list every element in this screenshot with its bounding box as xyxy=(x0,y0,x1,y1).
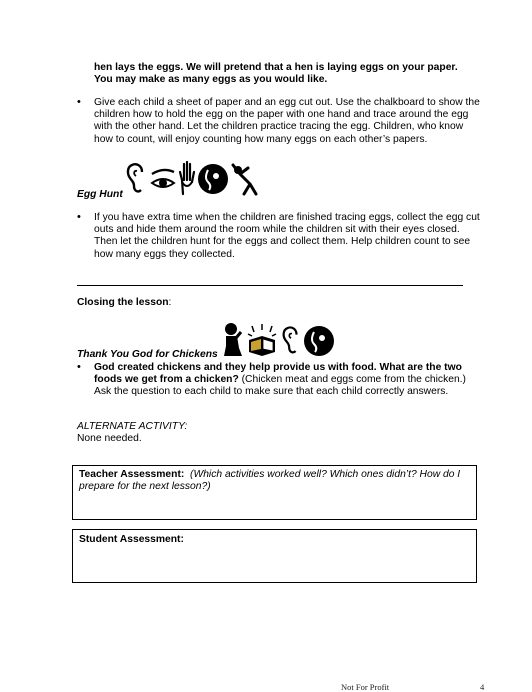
thank-you-instructions xyxy=(94,362,466,399)
alternate-activity-value: None needed. xyxy=(77,433,142,444)
teacher-assessment-prompt: (Which activities worked well? Which ones didn’t? How do I xyxy=(190,469,461,480)
intro-line: hen lays the eggs. We will pretend that a hen is laying eggs on your paper. xyxy=(94,62,458,73)
eye-icon xyxy=(150,166,176,196)
teacher-assessment-prompt-cont: prepare for the next lesson?) xyxy=(79,481,211,493)
text-line: how many eggs they collected. xyxy=(94,248,235,260)
face-profile-icon xyxy=(198,162,228,196)
bible-icon xyxy=(246,322,278,358)
text-line: Then let the children hunt for the eggs and collect them. Help children count to see xyxy=(94,236,471,248)
text-line: how to count, will enjoy counting how many eggs on each other’s papers. xyxy=(94,133,428,145)
tracing-instructions xyxy=(94,97,480,146)
text-line: outs and hide them around the room while the children sit with their eyes closed. xyxy=(94,224,460,236)
egg-hunt-icons xyxy=(124,160,260,196)
text-line: children how to hold the egg on the paper with one hand and trace around the egg xyxy=(94,109,469,121)
bullet-marker: • xyxy=(77,361,81,373)
teacher-assessment-box xyxy=(72,465,477,520)
question-text: foods we get from a chicken? xyxy=(94,374,239,386)
closing-heading xyxy=(77,297,171,308)
thank-you-heading: Thank You God for Chickens xyxy=(77,349,218,360)
hand-icon xyxy=(178,160,196,196)
ear-icon xyxy=(280,324,302,358)
footer-text: Not For Profit xyxy=(341,682,390,692)
face-profile-icon xyxy=(304,324,334,358)
bullet-marker: • xyxy=(77,96,81,108)
bullet-marker: • xyxy=(77,211,81,223)
student-assessment-box xyxy=(72,529,477,583)
teacher-assessment-label: Teacher Assessment: xyxy=(79,469,185,480)
text-line: Give each child a sheet of paper and an egg cut out. Use the chalkboard to show the xyxy=(94,97,480,108)
text-line: God created chickens and they help provide us with food. What are the two xyxy=(94,362,462,373)
praying-child-icon xyxy=(222,322,244,358)
text-line: with the other hand. Let the children practice tracing the egg. Children, who know xyxy=(94,121,464,133)
text-line: If you have extra time when the children are finished tracing eggs, collect the egg cut xyxy=(94,212,480,223)
thank-you-icons xyxy=(222,322,334,358)
egg-hunt-heading: Egg Hunt xyxy=(77,189,123,200)
egg-hunt-instructions xyxy=(94,212,480,261)
ear-icon xyxy=(124,162,148,196)
page-number: 4 xyxy=(480,682,485,692)
intro-line: You may make as many eggs as you would like. xyxy=(94,74,328,86)
answer-text: (Chicken meat and eggs come from the chicken.) xyxy=(238,374,466,386)
closing-colon: : xyxy=(168,297,172,308)
text-line: Ask the question to each child to make sure that each child correctly answers. xyxy=(94,386,449,398)
closing-label: Closing the lesson xyxy=(77,297,169,308)
intro-paragraph xyxy=(94,62,458,86)
student-assessment-label: Student Assessment: xyxy=(79,534,184,545)
alternate-activity-label: ALTERNATE ACTIVITY: xyxy=(77,421,188,432)
section-divider xyxy=(77,285,463,286)
stretching-person-icon xyxy=(230,162,260,196)
